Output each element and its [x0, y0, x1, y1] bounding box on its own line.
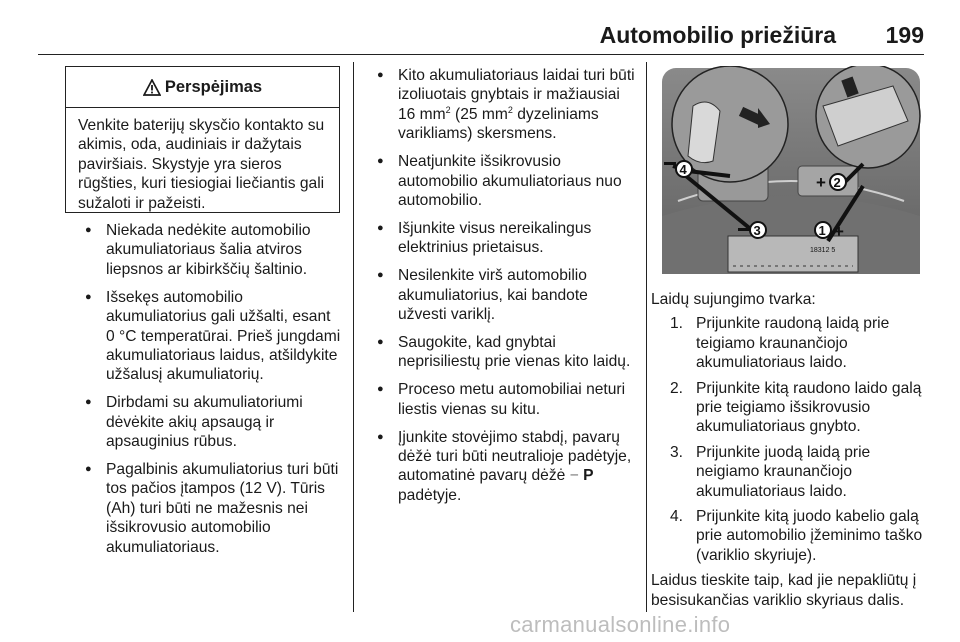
svg-text:+: +: [816, 173, 826, 192]
page-header: [38, 20, 924, 50]
list-item: 2. Prijunkite kitą raudono laido galą prie teigiamo išsikrovusio akumuliatoriaus gnybto.: [670, 379, 922, 436]
instructions-intro: Laidų sujungimo tvarka:: [651, 291, 816, 308]
list-item: ● Proceso metu automobiliai neturi liestis vienas su kitu.: [377, 380, 635, 419]
list-item: ● Įjunkite stovėjimo stabdį, pavarų dėžė turi būti neutralioje padėtyje, automatinė pavarų dėžė − P padėtyje.: [377, 428, 635, 506]
page-title: Automobilio priežiūra: [599, 22, 836, 48]
engine-bay-drawing: [658, 66, 924, 276]
column-2-list: [377, 66, 635, 514]
list-item: 4. Prijunkite kitą juodo kabelio galą prie automobilio įžeminimo taško (variklio skyriuje).: [670, 508, 923, 564]
warning-text: Venkite baterijų skysčio kontakto su akimis, oda, audiniais ir dažytais paviršiais. Skystyje yra sieros rūgšties, kuri tiesiogiai liečiantis gali sužaloti ir pažeisti.: [78, 117, 325, 212]
svg-text:4: 4: [679, 162, 687, 177]
warning-triangle-icon: [143, 79, 161, 96]
list-item: ● Dirbdami su akumuliatoriumi dėvėkite akių apsaugą ir apsauginius rūbus.: [85, 393, 343, 451]
list-item: ● Neatjunkite išsikrovusio automobilio akumuliatoriaus nuo automobilio.: [377, 152, 635, 210]
svg-text:3: 3: [753, 223, 761, 238]
svg-text:18312 5: 18312 5: [810, 247, 836, 254]
instructions-outro: Laidus tieskite taip, kad jie nepakliūtų į besisukančias variklio skyriaus dalis.: [651, 572, 917, 609]
warning-heading: Perspėjimas: [164, 77, 263, 96]
list-item: ● Išsekęs automobilio akumuliatorius gali užšalti, esant 0 °C temperatūrai. Prieš jungdami akumuliatoriaus laidus, atšildykite užšalusį akumuliatorių.: [85, 288, 343, 385]
warning-header: [66, 67, 339, 108]
list-item: 1. Prijunkite raudoną laidą prie teigiamo kraunančiojo akumuliatoriaus laido.: [670, 315, 890, 372]
list-item: ● Išjunkite visus nereikalingus elektrinius prietaisus.: [377, 219, 635, 258]
list-item: ● Niekada nedėkite automobilio akumuliatoriaus šalia atviros liepsnos ar kibirkščių šaltinio.: [85, 221, 343, 279]
column-1-list: [85, 221, 343, 566]
list-item: ● Saugokite, kad gnybtai neprisiliestų prie vienas kito laidų.: [377, 333, 635, 372]
column-3-text: [651, 290, 929, 610]
footer-watermark: carmanualsonline.info: [510, 612, 731, 637]
svg-text:1: 1: [818, 223, 826, 238]
header-rule: [38, 54, 924, 55]
column-divider-2: [646, 62, 647, 612]
column-divider-1: [353, 62, 354, 612]
jump-start-illustration: [658, 66, 924, 276]
list-item: ● Pagalbinis akumuliatorius turi būti tos pačios įtampos (12 V). Tūris (Ah) turi būti ne mažesnis nei išsikrovusio automobilio akumuliatoriaus.: [85, 460, 343, 557]
svg-text:+: +: [834, 222, 844, 241]
list-item: ● Nesilenkite virš automobilio akumuliatorius, kai bandote užvesti variklį.: [377, 266, 635, 324]
warning-box: [65, 66, 340, 213]
list-item: ● Kito akumuliatoriaus laidai turi būti izoliuotais gnybtais ir mažiausiai 16 $mm^2$ (25 $mm^2$ dyzeliniams varikliams) skersmens.: [377, 66, 635, 144]
page-number: 199: [885, 22, 924, 48]
list-item: 3. Prijunkite juodą laidą prie neigiamo kraunančiojo akumuliatoriaus laido.: [670, 443, 871, 500]
svg-text:2: 2: [833, 175, 841, 190]
